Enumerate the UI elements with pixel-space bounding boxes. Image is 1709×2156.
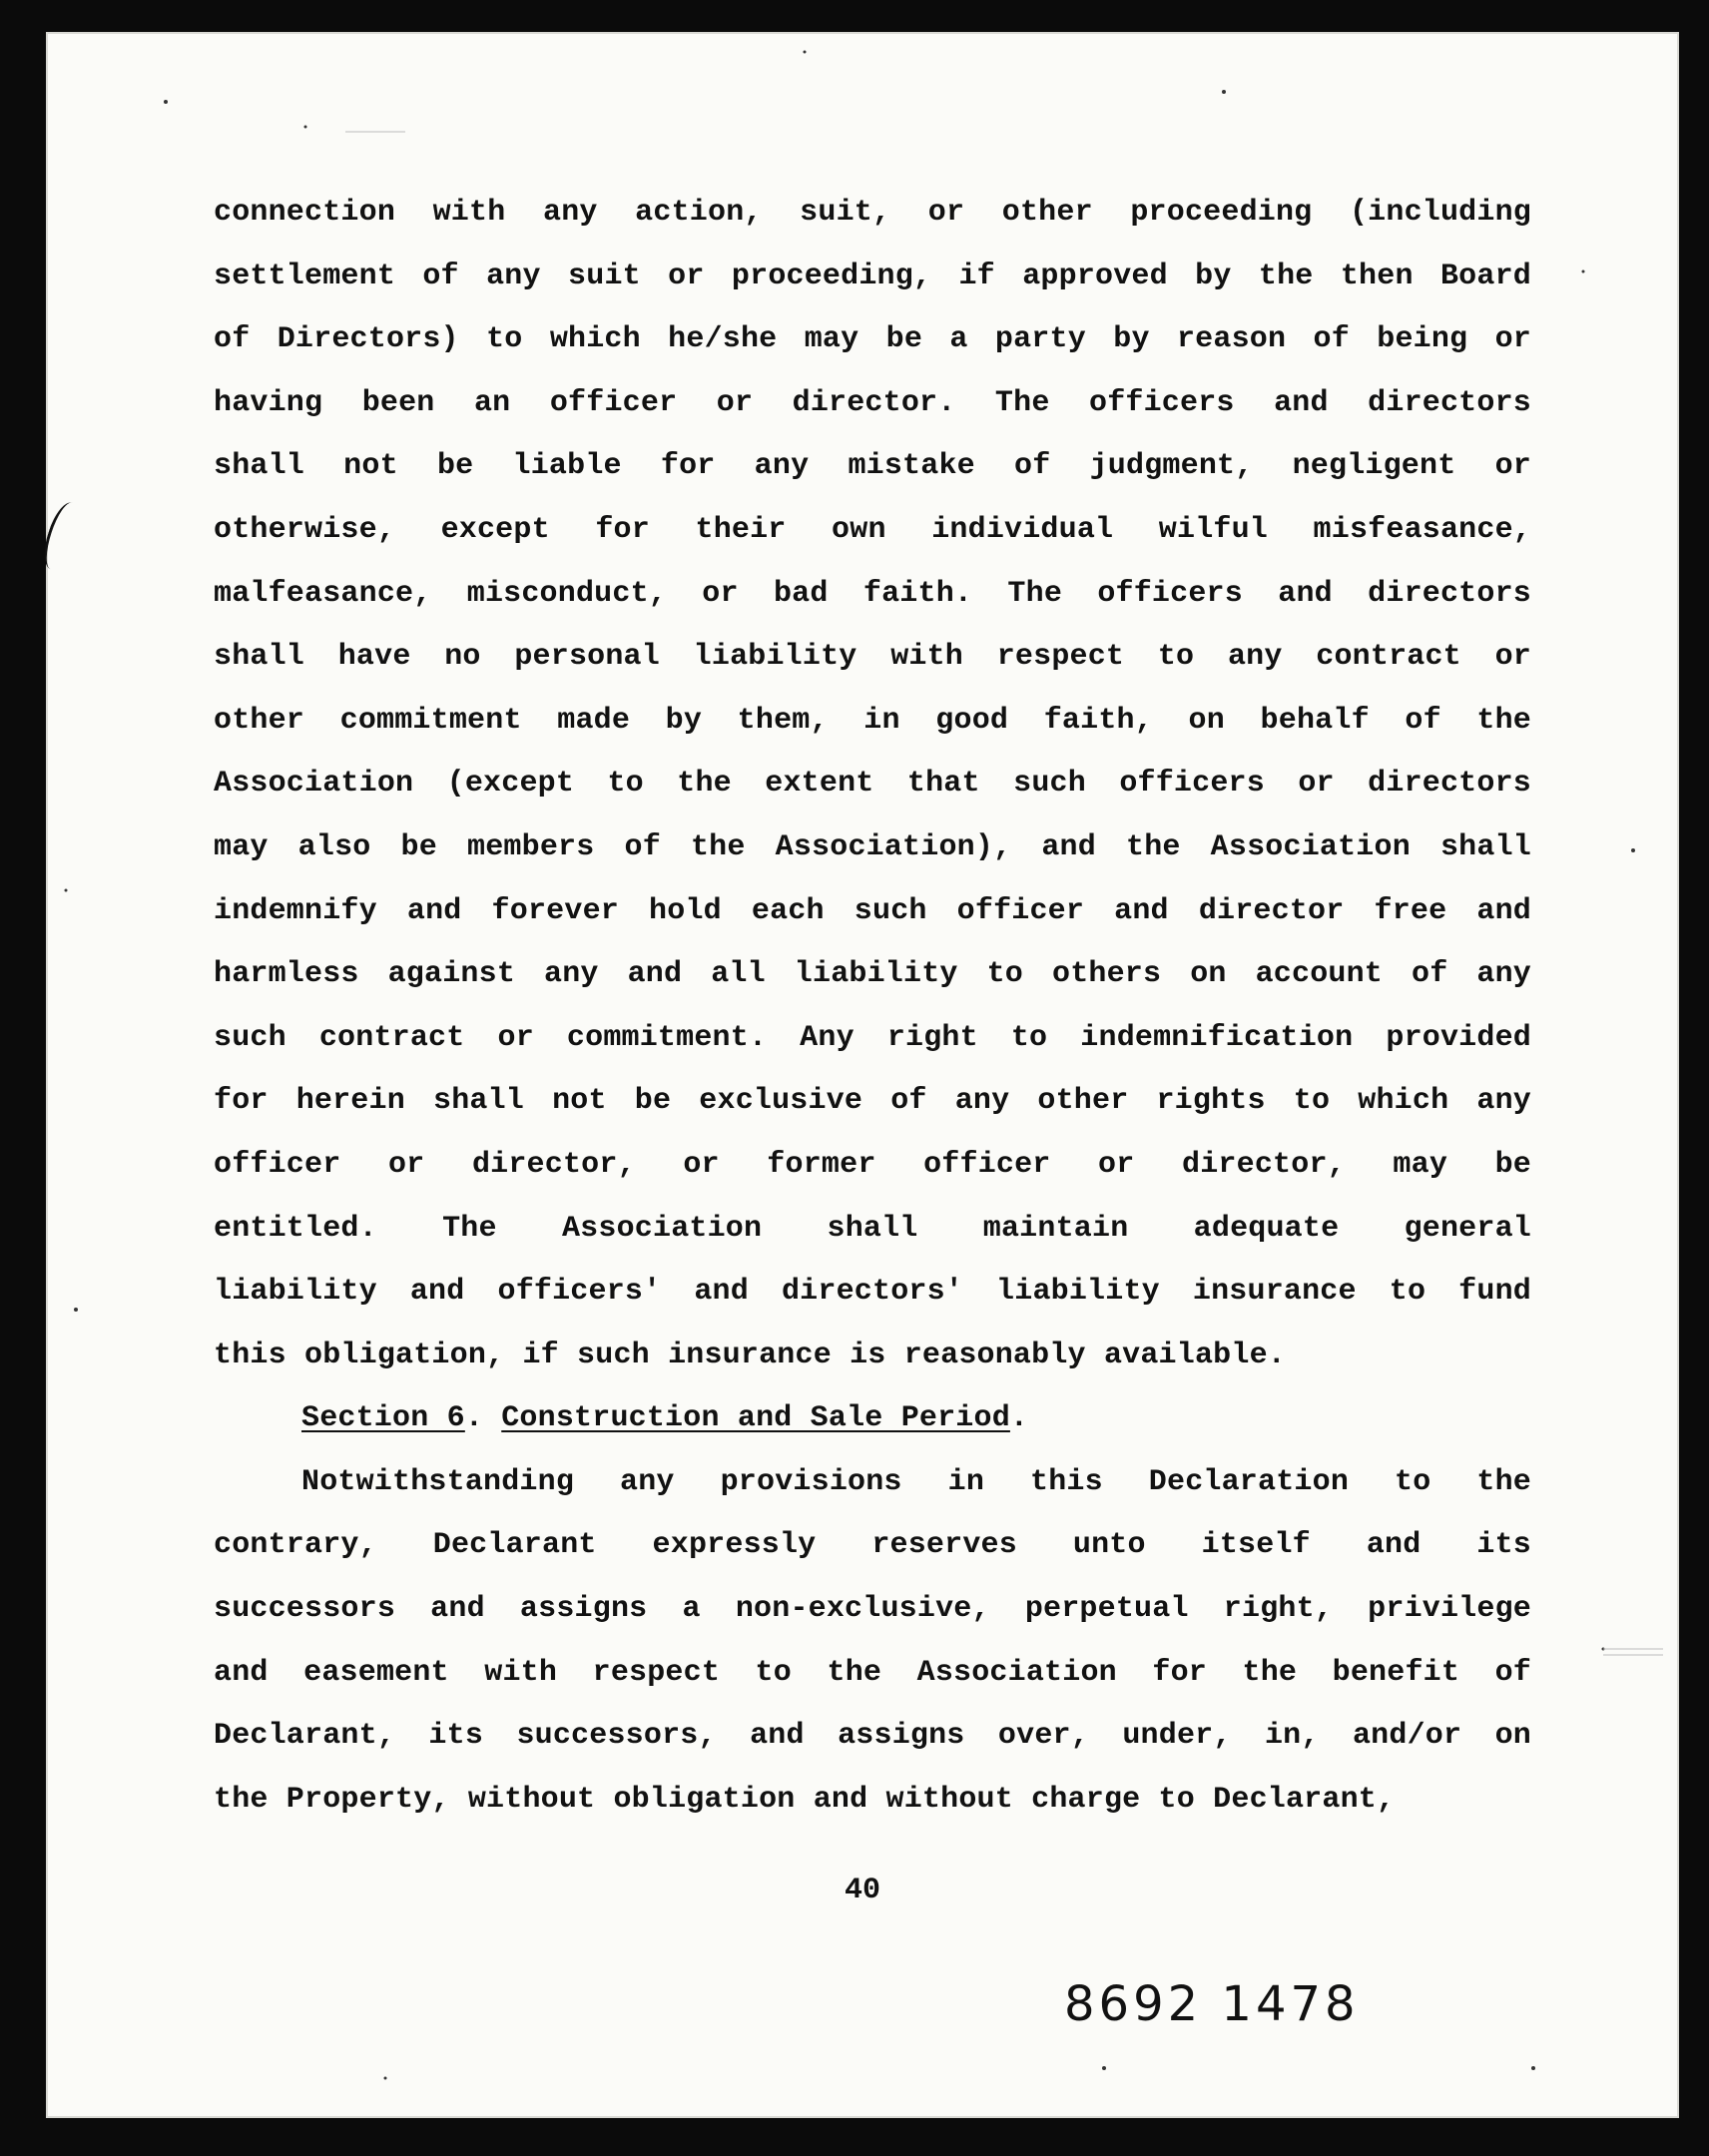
text-line: for herein shall not be exclusive of any other rights to which any xyxy=(214,1084,1531,1119)
text-line: otherwise, except for their own individual wilful misfeasance, xyxy=(214,512,1531,547)
page-number: 40 xyxy=(844,1874,880,1907)
paper-sheet xyxy=(46,32,1679,2118)
section-title: Construction and Sale Period xyxy=(501,1401,1010,1436)
recording-number: 8692 1478 xyxy=(1064,1976,1360,2032)
text-line: other commitment made by them, in good faith, on behalf of the xyxy=(214,703,1531,738)
section-heading xyxy=(214,1387,1531,1451)
text-line: Declarant, its successors, and assigns over, under, in, and/or on xyxy=(214,1719,1531,1754)
text-line: shall not be liable for any mistake of judgment, negligent or xyxy=(214,449,1531,484)
text-line: settlement of any suit or proceeding, if approved by the then Board xyxy=(214,259,1531,293)
text-line: indemnify and forever hold each such officer and director free and xyxy=(214,893,1531,928)
section-number: Section 6 xyxy=(301,1401,465,1436)
text-line: and easement with respect to the Association for the benefit of xyxy=(214,1655,1531,1690)
text-line: entitled. The Association shall maintain adequate general xyxy=(214,1211,1531,1246)
text-line: shall have no personal liability with respect to any contract or xyxy=(214,640,1531,675)
text-line: contrary, Declarant expressly reserves unto itself and its xyxy=(214,1528,1531,1563)
text-line: may also be members of the Association), and the Association shall xyxy=(214,829,1531,864)
paragraph-construction-sale-period xyxy=(214,1451,1531,1833)
text-line: of Directors) to which he/she may be a party by reason of being or xyxy=(214,322,1531,357)
text-line: liability and officers' and directors' liability insurance to fund xyxy=(214,1275,1531,1310)
text-line: officer or director, or former officer or director, may be xyxy=(214,1147,1531,1182)
text-line: this obligation, if such insurance is reasonably available. xyxy=(214,1338,1286,1372)
text-line: connection with any action, suit, or other proceeding (including xyxy=(214,196,1531,230)
text-line: Association (except to the extent that such officers or directors xyxy=(214,767,1531,802)
document-body xyxy=(214,182,1531,1832)
margin-mark xyxy=(38,499,85,574)
text-line: having been an officer or director. The officers and directors xyxy=(214,385,1531,420)
paragraph-indemnification xyxy=(214,182,1531,1387)
text-line: malfeasance, misconduct, or bad faith. The officers and directors xyxy=(214,576,1531,611)
text-line: the Property, without obligation and without charge to Declarant, xyxy=(214,1782,1396,1817)
text-line: Notwithstanding any provisions in this Declaration to the xyxy=(301,1464,1531,1499)
text-line: successors and assigns a non-exclusive, perpetual right, privilege xyxy=(214,1592,1531,1627)
section-title-period: . xyxy=(1009,1401,1029,1436)
text-line: harmless against any and all liability to others on account of any xyxy=(214,957,1531,992)
text-line: such contract or commitment. Any right to indemnification provided xyxy=(214,1020,1531,1055)
section-separator: . xyxy=(464,1401,502,1436)
